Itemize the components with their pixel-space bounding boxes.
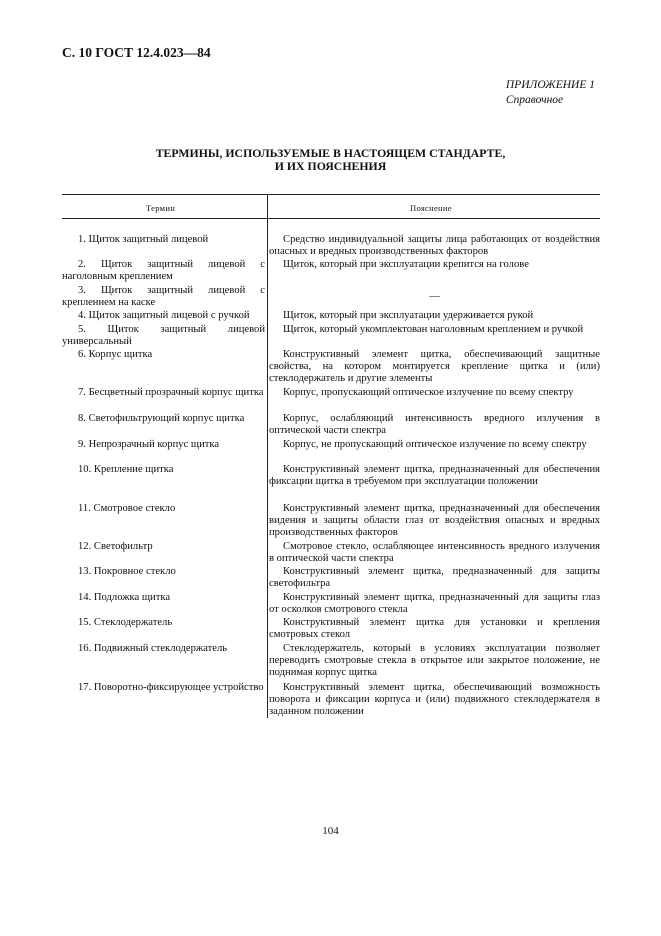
term-cell: 6. Корпус щитка — [78, 349, 153, 360]
term-cell: 9. Непрозрачный корпус щитка — [78, 439, 220, 450]
explanation-cell: Конструктивный элемент щитка, предназначенный для защиты глаз от осколков смотрового стекла — [269, 592, 600, 615]
term-cell: 4. Щиток защитный лицевой с ручкой — [78, 310, 250, 321]
term-cell: 15. Стеклодержатель — [78, 617, 173, 628]
term-cell: 7. Бесцветный прозрачный корпус щитка — [78, 387, 264, 398]
explanation-cell: Корпус, пропускающий оптическое излучение по всему спектру — [283, 387, 574, 398]
term-cell: 5. Щиток защитный лицевой универсальный — [62, 324, 265, 347]
term-cell: 10. Крепление щитка — [78, 464, 174, 475]
document-header: С. 10 ГОСТ 12.4.023—84 — [62, 45, 211, 60]
explanation-cell: Конструктивный элемент щитка, предназначенный для обеспечения фиксации щитка в требуемом при эксплуатации положении — [269, 464, 600, 487]
term-cell: 13. Покровное стекло — [78, 566, 176, 577]
column-header-explanation: Пояснение — [410, 203, 452, 213]
term-cell: 16. Подвижный стеклодержатель — [78, 643, 228, 654]
term-cell: 2. Щиток защитный лицевой с наголовным креплением — [62, 259, 265, 282]
page-number: 104 — [322, 825, 339, 837]
title-line-2: И ИХ ПОЯСНЕНИЯ — [274, 159, 387, 173]
table-header-rule — [62, 218, 600, 219]
explanation-cell: Стеклодержатель, который в условиях эксплуатации позволяет переводить смотровые стекла в открытое или закрытое положение, не поднимая корпус щитка — [269, 643, 600, 678]
term-cell: 8. Светофильтрующий корпус щитка — [78, 413, 245, 424]
term-cell: 11. Смотровое стекло — [78, 503, 176, 514]
term-cell: 17. Поворотно-фиксирующее устройство — [78, 682, 264, 693]
term-cell: 14. Подложка щитка — [78, 592, 171, 603]
table-column-divider — [267, 194, 268, 718]
term-cell: 3. Щиток защитный лицевой с креплением на каске — [62, 285, 265, 308]
appendix-label: ПРИЛОЖЕНИЕ 1 — [505, 79, 595, 91]
appendix-type: Справочное — [505, 94, 564, 106]
explanation-cell: Конструктивный элемент щитка, обеспечивающий возможность поворота и фиксации корпуса и (или) подвижного стеклодержателя в заданном положении — [269, 682, 600, 717]
explanation-cell: Конструктивный элемент щитка, предназначенный для защиты светофильтра — [269, 566, 600, 589]
explanation-cell: Конструктивный элемент щитка для установки и крепления смотровых стекол — [269, 617, 600, 640]
explanation-cell: Щиток, который укомплектован наголовным креплением и ручкой — [283, 324, 584, 335]
term-cell: 12. Светофильтр — [78, 541, 153, 552]
appendix-block — [506, 78, 595, 108]
explanation-cell: Щиток, который при эксплуатации удерживается рукой — [283, 310, 534, 321]
term-cell: 1. Щиток защитный лицевой — [78, 234, 209, 245]
explanation-cell: Корпус, не пропускающий оптическое излучение по всему спектру — [283, 439, 587, 450]
column-header-term: Термин — [146, 203, 176, 213]
page-title — [0, 147, 661, 173]
explanation-cell: Конструктивный элемент щитка, предназначенный для обеспечения видения и защиты области глаз от воздействия опасных и вредных производственных факторов — [269, 503, 600, 538]
explanation-cell: — — [429, 291, 440, 302]
explanation-cell: Конструктивный элемент щитка, обеспечивающий защитные свойства, на котором монтируется крепление щитка и (или) стеклодержатель и другие элементы — [269, 349, 600, 384]
table-top-rule — [62, 194, 600, 195]
explanation-cell: Щиток, который при эксплуатации крепится на голове — [283, 259, 529, 270]
explanation-cell: Корпус, ослабляющий интенсивность вредного излучения в оптической части спектра — [269, 413, 600, 436]
explanation-cell: Смотровое стекло, ослабляющее интенсивность вредного излучения в оптической части спектра — [269, 541, 600, 564]
title-line-1: ТЕРМИНЫ, ИСПОЛЬЗУЕМЫЕ В НАСТОЯЩЕМ СТАНДАРТЕ, — [155, 146, 506, 160]
explanation-cell: Средство индивидуальной защиты лица работающих от воздействия опасных и вредных производственных факторов — [269, 234, 600, 257]
